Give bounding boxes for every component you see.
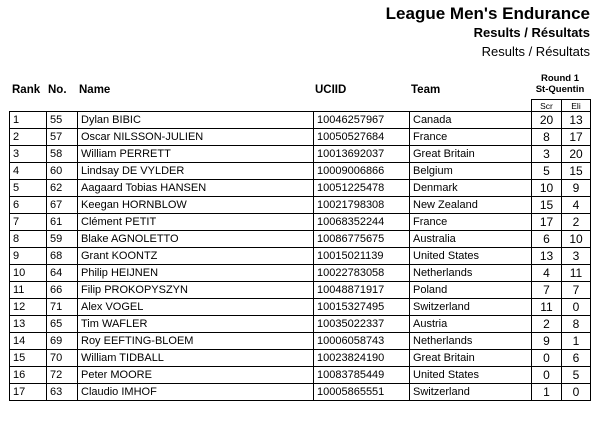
table-row [10, 248, 591, 265]
cell-uciid: 10009006866 [314, 163, 410, 180]
cell-scr: 3 [532, 146, 562, 163]
cell-name: Keegan HORNBLOW [78, 197, 314, 214]
column-header-rank: Rank [12, 84, 41, 96]
column-header-eli: Eli [561, 99, 591, 111]
cell-eli: 4 [562, 197, 591, 214]
table-row [10, 112, 591, 129]
table-row [10, 367, 591, 384]
cell-eli: 0 [562, 299, 591, 316]
table-row [10, 350, 591, 367]
cell-rank: 8 [10, 231, 47, 248]
table-row [10, 299, 591, 316]
cell-team: Denmark [410, 180, 532, 197]
cell-no: 62 [47, 180, 78, 197]
cell-eli: 9 [562, 180, 591, 197]
cell-uciid: 10051225478 [314, 180, 410, 197]
cell-uciid: 10021798308 [314, 197, 410, 214]
cell-name: Claudio IMHOF [78, 384, 314, 401]
cell-uciid: 10050527684 [314, 129, 410, 146]
table-row [10, 146, 591, 163]
cell-no: 57 [47, 129, 78, 146]
table-row [10, 231, 591, 248]
cell-rank: 6 [10, 197, 47, 214]
cell-uciid: 10086775675 [314, 231, 410, 248]
cell-rank: 4 [10, 163, 47, 180]
cell-scr: 8 [532, 129, 562, 146]
cell-rank: 1 [10, 112, 47, 129]
cell-team: Switzerland [410, 299, 532, 316]
cell-name: Dylan BIBIC [78, 112, 314, 129]
cell-eli: 8 [562, 316, 591, 333]
cell-scr: 4 [532, 265, 562, 282]
cell-team: Austria [410, 316, 532, 333]
table-row [10, 316, 591, 333]
results-subtitle: Results / Résultats [481, 44, 590, 59]
cell-name: Filip PROKOPYSZYN [78, 282, 314, 299]
cell-team: United States [410, 367, 532, 384]
cell-eli: 5 [562, 367, 591, 384]
cell-scr: 20 [532, 112, 562, 129]
cell-eli: 10 [562, 231, 591, 248]
table-row [10, 265, 591, 282]
cell-team: Great Britain [410, 146, 532, 163]
cell-eli: 6 [562, 350, 591, 367]
table-row [10, 163, 591, 180]
cell-rank: 15 [10, 350, 47, 367]
table-row [10, 384, 591, 401]
column-header-no: No. [48, 84, 67, 96]
cell-name: Oscar NILSSON-JULIEN [78, 129, 314, 146]
cell-rank: 7 [10, 214, 47, 231]
cell-team: Netherlands [410, 333, 532, 350]
cell-uciid: 10005865551 [314, 384, 410, 401]
cell-team: Belgium [410, 163, 532, 180]
round-label: Round 1 [541, 73, 579, 84]
cell-uciid: 10006058743 [314, 333, 410, 350]
column-header-uciid: UCIID [315, 84, 347, 96]
column-header-team: Team [411, 84, 441, 96]
cell-name: Philip HEIJNEN [78, 265, 314, 282]
cell-rank: 11 [10, 282, 47, 299]
cell-rank: 9 [10, 248, 47, 265]
cell-no: 68 [47, 248, 78, 265]
cell-rank: 12 [10, 299, 47, 316]
cell-uciid: 10022783058 [314, 265, 410, 282]
round-header [530, 73, 590, 95]
cell-scr: 1 [532, 384, 562, 401]
cell-scr: 9 [532, 333, 562, 350]
cell-uciid: 10015327495 [314, 299, 410, 316]
cell-eli: 0 [562, 384, 591, 401]
round-location: St-Quentin [535, 84, 585, 95]
cell-eli: 17 [562, 129, 591, 146]
cell-name: Blake AGNOLETTO [78, 231, 314, 248]
cell-scr: 15 [532, 197, 562, 214]
cell-team: France [410, 129, 532, 146]
cell-rank: 13 [10, 316, 47, 333]
cell-team: Canada [410, 112, 532, 129]
cell-no: 67 [47, 197, 78, 214]
cell-eli: 15 [562, 163, 591, 180]
cell-rank: 17 [10, 384, 47, 401]
cell-no: 71 [47, 299, 78, 316]
cell-uciid: 10023824190 [314, 350, 410, 367]
cell-no: 61 [47, 214, 78, 231]
cell-scr: 11 [532, 299, 562, 316]
table-row [10, 333, 591, 350]
cell-eli: 11 [562, 265, 591, 282]
cell-uciid: 10015021139 [314, 248, 410, 265]
results-subtitle-bold: Results / Résultats [473, 25, 590, 40]
cell-no: 72 [47, 367, 78, 384]
table-row [10, 214, 591, 231]
cell-no: 63 [47, 384, 78, 401]
cell-name: William PERRETT [78, 146, 314, 163]
cell-scr: 17 [532, 214, 562, 231]
table-row [10, 129, 591, 146]
results-table [9, 111, 591, 401]
cell-eli: 13 [562, 112, 591, 129]
cell-no: 65 [47, 316, 78, 333]
cell-name: Alex VOGEL [78, 299, 314, 316]
cell-rank: 16 [10, 367, 47, 384]
cell-scr: 5 [532, 163, 562, 180]
cell-team: New Zealand [410, 197, 532, 214]
cell-no: 69 [47, 333, 78, 350]
cell-scr: 0 [532, 367, 562, 384]
cell-uciid: 10048871917 [314, 282, 410, 299]
cell-uciid: 10068352244 [314, 214, 410, 231]
cell-scr: 0 [532, 350, 562, 367]
cell-rank: 10 [10, 265, 47, 282]
cell-no: 70 [47, 350, 78, 367]
column-header-name: Name [79, 84, 111, 96]
cell-rank: 14 [10, 333, 47, 350]
cell-no: 60 [47, 163, 78, 180]
event-title: League Men's Endurance [385, 4, 590, 23]
cell-no: 64 [47, 265, 78, 282]
table-row [10, 282, 591, 299]
cell-eli: 1 [562, 333, 591, 350]
cell-no: 59 [47, 231, 78, 248]
cell-team: Great Britain [410, 350, 532, 367]
cell-rank: 2 [10, 129, 47, 146]
cell-team: France [410, 214, 532, 231]
cell-name: Tim WAFLER [78, 316, 314, 333]
cell-team: Netherlands [410, 265, 532, 282]
cell-rank: 5 [10, 180, 47, 197]
cell-name: Grant KOONTZ [78, 248, 314, 265]
cell-no: 66 [47, 282, 78, 299]
cell-uciid: 10035022337 [314, 316, 410, 333]
cell-eli: 7 [562, 282, 591, 299]
cell-uciid: 10013692037 [314, 146, 410, 163]
cell-name: Lindsay DE VYLDER [78, 163, 314, 180]
cell-scr: 7 [532, 282, 562, 299]
cell-no: 55 [47, 112, 78, 129]
cell-name: Clément PETIT [78, 214, 314, 231]
cell-name: William TIDBALL [78, 350, 314, 367]
cell-eli: 3 [562, 248, 591, 265]
cell-name: Roy EEFTING-BLOEM [78, 333, 314, 350]
cell-uciid: 10083785449 [314, 367, 410, 384]
cell-team: Poland [410, 282, 532, 299]
cell-name: Peter MOORE [78, 367, 314, 384]
cell-name: Aagaard Tobias HANSEN [78, 180, 314, 197]
cell-scr: 10 [532, 180, 562, 197]
cell-team: Australia [410, 231, 532, 248]
cell-team: Switzerland [410, 384, 532, 401]
cell-scr: 6 [532, 231, 562, 248]
cell-no: 58 [47, 146, 78, 163]
column-header-scr: Scr [531, 99, 561, 111]
cell-eli: 20 [562, 146, 591, 163]
cell-scr: 13 [532, 248, 562, 265]
cell-team: United States [410, 248, 532, 265]
cell-eli: 2 [562, 214, 591, 231]
table-row [10, 197, 591, 214]
cell-scr: 2 [532, 316, 562, 333]
cell-uciid: 10046257967 [314, 112, 410, 129]
cell-rank: 3 [10, 146, 47, 163]
results-header [386, 4, 590, 60]
table-row [10, 180, 591, 197]
